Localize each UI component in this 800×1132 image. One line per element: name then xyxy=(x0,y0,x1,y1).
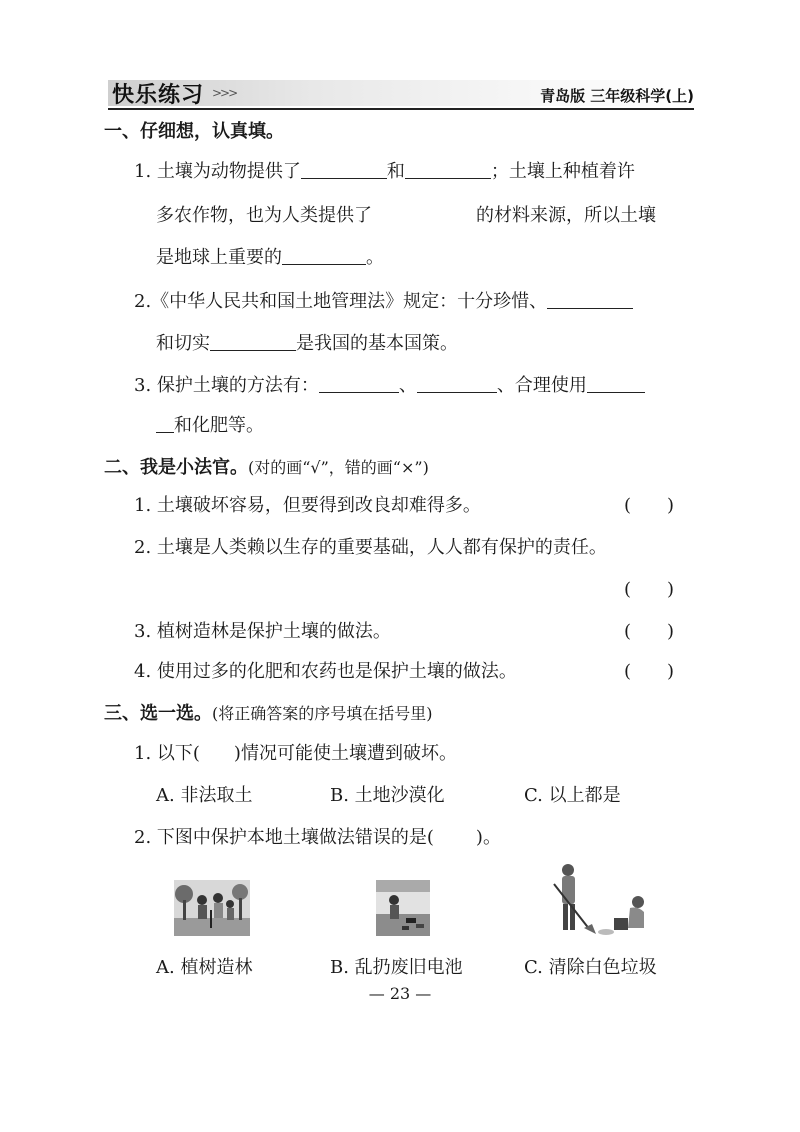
s3-q2-stem-a: 2. 下图中保护本地土壤做法错误的是( xyxy=(134,827,434,848)
header-subtitle: 青岛版 三年级科学(上) xyxy=(540,87,694,105)
section2-title: 二、我是小法官。 xyxy=(104,457,248,478)
s1-q3-text-c: 、合理使用 xyxy=(496,375,587,396)
littering-batteries-picture xyxy=(376,880,430,936)
header-brand: 快乐练习 xyxy=(112,83,205,108)
s2-item-1: 1. 土壤破坏容易，但要得到改良却难得多。 xyxy=(134,495,481,516)
answer-blank[interactable] xyxy=(417,374,497,393)
s2-item-2: 2. 土壤是人类赖以生存的重要基础，人人都有保护的责任。 xyxy=(134,537,607,558)
s3-q2-option-a: A. 植树造林 xyxy=(156,957,253,978)
s3-q2-option-c: C. 清除白色垃圾 xyxy=(524,957,657,978)
section2-note: (对的画“√”，错的画“×”) xyxy=(248,458,429,477)
s1-q1-text-g: 。 xyxy=(366,247,384,268)
s3-q1-stem-b: )情况可能使土壤遭到破坏。 xyxy=(233,743,457,764)
s1-q1-text-d: 多农作物，也为人类提供了 xyxy=(156,205,372,226)
header-rule xyxy=(108,108,694,110)
answer-parens[interactable]: ( ) xyxy=(624,495,675,516)
section2-heading xyxy=(104,456,429,480)
s1-q3-line1 xyxy=(134,374,645,398)
s1-q1-text-c: ；土壤上种植着许 xyxy=(490,161,635,182)
s1-q3-text-b: 、 xyxy=(398,375,417,396)
s1-q1-text-e: 的材料来源，所以土壤 xyxy=(476,205,656,226)
answer-blank[interactable] xyxy=(156,414,174,433)
answer-blank[interactable] xyxy=(319,374,399,393)
answer-blank[interactable] xyxy=(282,246,366,265)
s1-q2-text-b: 和切实 xyxy=(156,333,210,354)
section3-title: 三、选一选。 xyxy=(104,703,212,724)
answer-blank[interactable] xyxy=(547,290,633,309)
s1-q1-line1 xyxy=(134,160,635,184)
answer-blank[interactable] xyxy=(405,160,491,179)
s1-q2-line1 xyxy=(134,290,633,314)
s3-q2-stem xyxy=(134,826,501,850)
s1-q3-line2 xyxy=(156,414,264,438)
s2-item-3: 3. 植树造林是保护土壤的做法。 xyxy=(134,621,391,642)
s1-q1-line2 xyxy=(156,204,656,228)
s1-q1-line3 xyxy=(156,246,384,270)
s3-q1-stem-a: 1. 以下( xyxy=(134,743,200,764)
s3-q1-option-c: C. 以上都是 xyxy=(524,785,621,806)
s3-q1-option-b: B. 土地沙漠化 xyxy=(330,785,445,806)
answer-blank[interactable] xyxy=(210,332,296,351)
page-header xyxy=(108,78,694,112)
s1-q2-line2 xyxy=(156,332,458,356)
section3-heading xyxy=(104,702,433,726)
s1-q3-text-a: 3. 保护土壤的方法有： xyxy=(134,375,319,396)
answer-blank[interactable] xyxy=(587,374,645,393)
section1-title: 一、仔细想，认真填。 xyxy=(104,121,284,142)
header-arrows: >>> xyxy=(212,86,237,100)
answer-parens[interactable]: ( ) xyxy=(624,579,675,600)
s1-q2-text-a: 2.《中华人民共和国土地管理法》规定：十分珍惜、 xyxy=(134,291,548,312)
s1-q1-text-f: 是地球上重要的 xyxy=(156,247,282,268)
section3-note: (将正确答案的序号填在括号里) xyxy=(212,704,433,723)
clearing-litter-picture xyxy=(546,862,656,938)
page-number: — 23 — xyxy=(368,984,432,1003)
tree-planting-picture xyxy=(174,880,250,936)
s1-q1-text-b: 和 xyxy=(386,161,405,182)
s1-q2-text-c: 是我国的基本国策。 xyxy=(296,333,458,354)
answer-parens[interactable]: ( ) xyxy=(624,661,675,682)
s2-item-4: 4. 使用过多的化肥和农药也是保护土壤的做法。 xyxy=(134,661,517,682)
s1-q3-text-d: 和化肥等。 xyxy=(174,415,264,436)
s3-q2-stem-b: )。 xyxy=(475,827,501,848)
s3-q1-option-a: A. 非法取土 xyxy=(156,785,253,806)
s1-q1-text-a: 1. 土壤为动物提供了 xyxy=(134,161,301,182)
s3-q2-option-b: B. 乱扔废旧电池 xyxy=(330,957,463,978)
answer-blank[interactable] xyxy=(301,160,387,179)
s3-q1-stem xyxy=(134,742,457,766)
answer-parens[interactable]: ( ) xyxy=(624,621,675,642)
